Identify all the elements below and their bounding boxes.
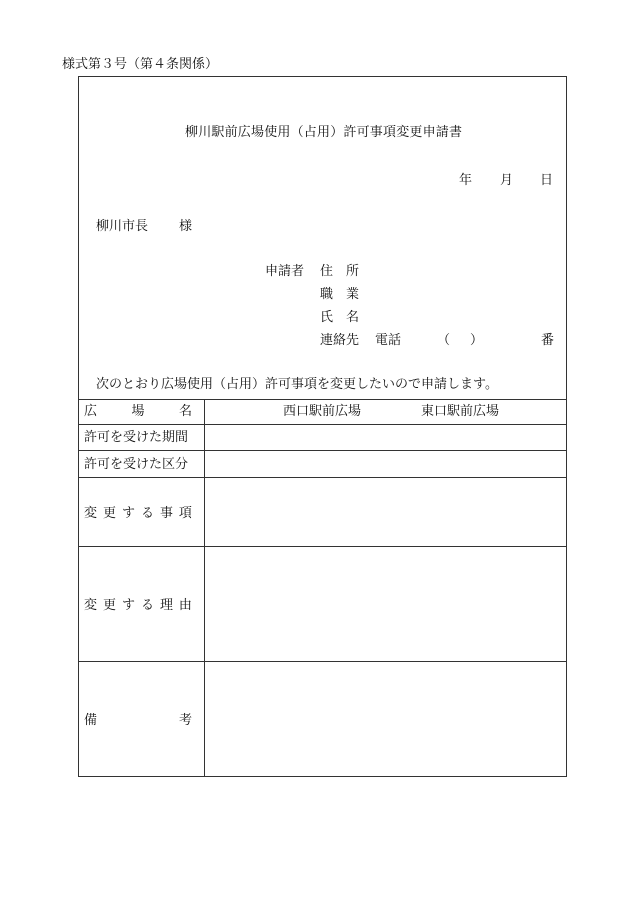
label-char: 場 [131,404,145,419]
permitted-period-label: 許可を受けた期間 [84,430,189,445]
label-char: 理 [159,598,173,613]
change-items-field[interactable] [205,478,566,546]
plaza-option-east[interactable]: 東口駅前広場 [421,404,500,419]
label-char: す [121,598,135,613]
label-char: る [140,506,154,521]
label-char: 更 [102,506,116,521]
addressee-honorific: 様 [179,219,193,234]
date-year-label: 年 [459,173,473,188]
table-top-border [78,399,567,400]
applicant-address-label: 住 所 [320,264,360,279]
permitted-category-label: 許可を受けた区分 [84,457,189,472]
remarks-label [84,714,192,727]
permitted-period-field[interactable] [205,425,566,450]
phone-area-code-close-paren: ） [470,333,484,348]
permitted-category-field[interactable] [205,451,566,477]
phone-label: 電話 [375,333,402,348]
change-reason-field[interactable] [205,547,566,661]
label-char: 備 [84,713,98,728]
label-char: る [140,598,154,613]
change-reason-label [84,599,192,612]
plaza-option-west[interactable]: 西口駅前広場 [283,404,362,419]
phone-area-code-open-paren: （ [437,333,451,348]
date-day-label: 日 [540,173,554,188]
label-char: 名 [178,404,192,419]
label-char: 考 [178,713,192,728]
addressee-name: 柳川市長 [96,219,149,234]
phone-number-suffix: 番 [541,333,555,348]
label-char: 項 [178,506,192,521]
label-char: 広 [84,404,98,419]
plaza-name-label [84,405,192,418]
form-title: 柳川駅前広場使用（占用）許可事項変更申請書 [185,125,463,140]
label-char: 変 [84,506,98,521]
change-items-label [84,507,192,520]
remarks-field[interactable] [205,662,566,776]
applicant-contact-label: 連絡先 [320,333,360,348]
applicant-occupation-label: 職 業 [320,287,360,302]
application-statement: 次のとおり広場使用（占用）許可事項を変更したいので申請します。 [96,377,498,392]
applicant-name-label: 氏 名 [320,310,360,325]
date-month-label: 月 [500,173,514,188]
form-number-label: 様式第３号（第４条関係） [62,57,219,72]
label-char: 事 [159,506,173,521]
label-char: 更 [102,598,116,613]
applicant-label: 申請者 [265,264,305,279]
label-char: す [121,506,135,521]
label-char: 変 [84,598,98,613]
label-char: 由 [178,598,192,613]
